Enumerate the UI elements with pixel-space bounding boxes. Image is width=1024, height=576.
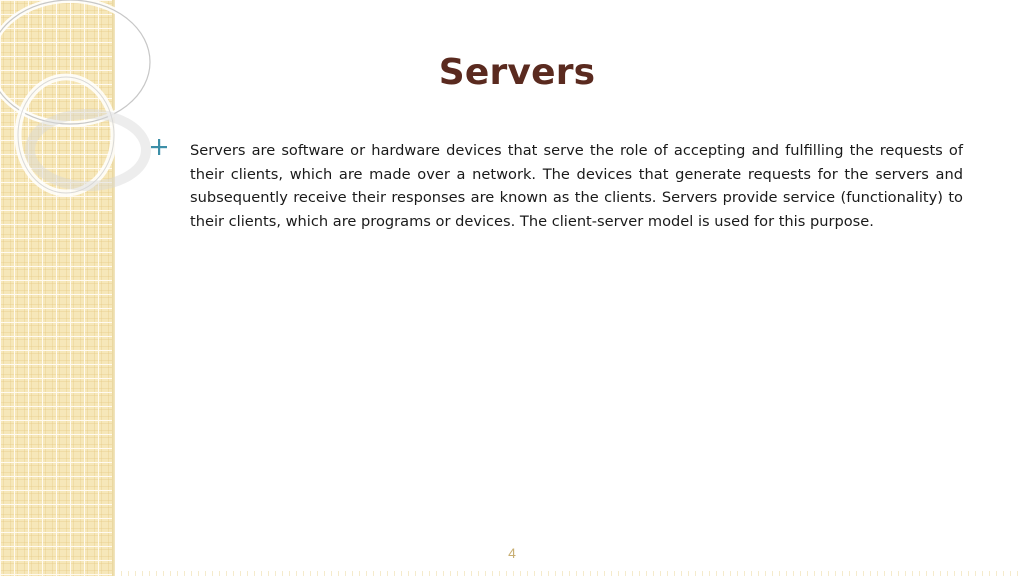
slide-title: Servers — [438, 52, 596, 93]
decorative-bottom-strip — [114, 571, 1024, 576]
page-number: 4 — [508, 545, 516, 561]
bullet-text: Servers are software or hardware devices that serve the role of accepting and fulfilling the requests of their clients, which are made over a network. The devices that generate requests for the servers and subsequently receive their responses are known as the clients. Servers provide service (functionality) to their clients, which are programs or devices. The client-server model is used for this purpose. — [190, 142, 963, 230]
plus-icon — [150, 138, 168, 156]
